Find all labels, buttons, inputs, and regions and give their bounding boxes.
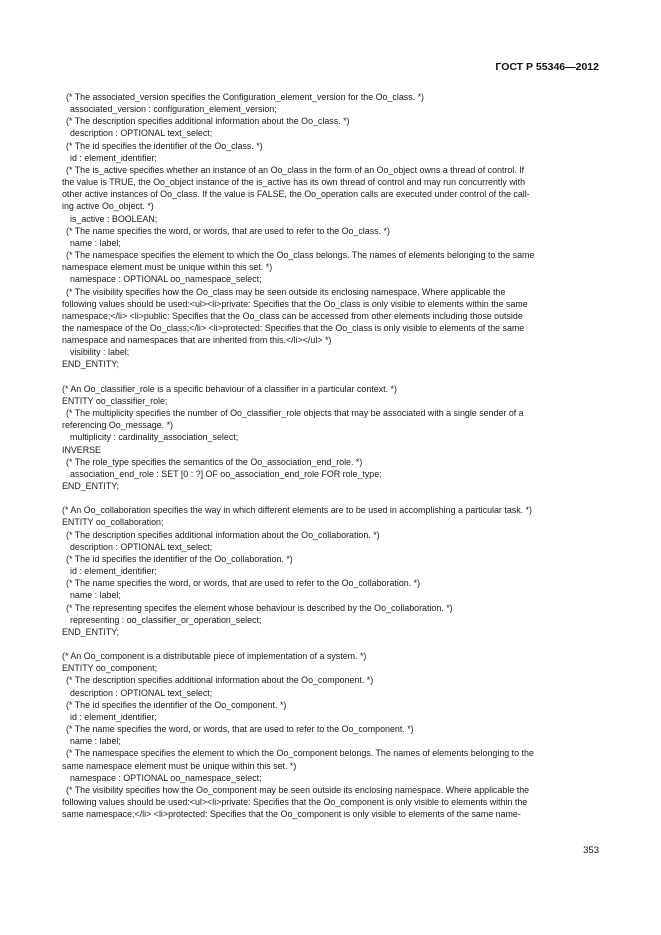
text-line: associated_version : configuration_element_version; [70,104,277,115]
text-line: visibility : label; [70,347,130,358]
text-line: (* The name specifies the word, or words, that are used to refer to the Oo_component. *) [66,724,414,735]
text-line: other active instances of Oo_class. If the value is FALSE, the Oo_operation calls are executed under control of the call- [62,189,530,200]
text-line: referencing Oo_message. *) [62,420,173,431]
text-line: namespace : OPTIONAL oo_namespace_select; [70,274,262,285]
text-line: (* The multiplicity specifies the number of Oo_classifier_role objects that may be associated with a single sender of a [66,408,524,419]
blank-line [62,492,600,504]
text-line: (* The role_type specifies the semantics of the Oo_association_end_role. *) [66,456,363,467]
text-line: description : OPTIONAL text_select; [70,541,213,552]
text-line: (* The name specifies the word, or words, that are used to refer to the Oo_class. *) [66,225,390,236]
text-line: (* The description specifies additional information about the Oo_collaboration. *) [66,529,380,540]
text-line: END_ENTITY; [62,480,120,491]
text-line: name : label; [70,736,121,747]
text-line: INVERSE [62,444,101,455]
text-line: multiplicity : cardinality_association_select; [70,432,239,443]
text-line: (* An Oo_collaboration specifies the way in which different elements are to be used in accomplishing a particular task. *) [62,505,532,516]
document-body [62,91,600,820]
text-line: (* The id specifies the identifier of the Oo_class. *) [66,140,263,151]
text-line: association_end_role : SET [0 : ?] OF oo_association_end_role FOR role_type; [70,468,382,479]
text-line: the value is TRUE, the Oo_object instance of the is_active has its own thread of control and may run concurrently with [62,177,526,188]
text-line: ENTITY oo_collaboration; [62,517,164,528]
text-line: END_ENTITY; [62,626,120,637]
text-line: END_ENTITY; [62,359,120,370]
text-line: id : element_identifier; [70,711,157,722]
blank-line [62,638,600,650]
text-line: is_active : BOOLEAN; [70,213,158,224]
text-line: (* An Oo_classifier_role is a specific behaviour of a classifier in a particular context. *) [62,383,397,394]
text-line: (* The associated_version specifies the Configuration_element_version for the Oo_class. *) [66,92,424,102]
text-line: following values should be used:<ul><li>private: Specifies that the Oo_class is only visible to elements within the same [62,298,528,309]
text-line: ENTITY oo_component; [62,663,158,674]
text-line: (* The description specifies additional information about the Oo_component. *) [66,675,374,686]
text-line: namespace : OPTIONAL oo_namespace_select; [70,772,262,783]
text-line: following values should be used:<ul><li>private: Specifies that the Oo_component is only visible to elements within the [62,797,528,808]
text-line: name : label; [70,590,121,601]
blank-line [62,371,600,383]
standard-code-header: ГОСТ Р 55346—2012 [495,61,599,73]
text-line: same namespace;</li> <li>protected: Specifies that the Oo_component is only visible to elements of the same name- [62,809,521,820]
text-line: namespace element must be unique within this set. *) [62,262,273,273]
text-line: ing active Oo_object. *) [62,201,154,212]
text-line: (* The description specifies additional information about the Oo_class. *) [66,116,350,127]
text-line: description : OPTIONAL text_select; [70,128,213,139]
text-line: name : label; [70,237,121,248]
text-line: (* The is_active specifies whether an instance of an Oo_class in the form of an Oo_object owns a thread of control. If [66,164,525,175]
text-line: (* The visibility specifies how the Oo_component may be seen outside its enclosing namespace. Where applicable the [66,784,530,795]
text-line: id : element_identifier; [70,152,157,163]
text-line: (* The name specifies the word, or words, that are used to refer to the Oo_collaboration. *) [66,578,421,589]
text-line: description : OPTIONAL text_select; [70,687,213,698]
text-line: the namespace of the Oo_class;</li> <li>protected: Specifies that the Oo_class is only visible to elements of the same [62,322,525,333]
page-number: 353 [583,845,599,856]
text-line: id : element_identifier; [70,566,157,577]
text-line: (* The visibility specifies how the Oo_class may be seen outside its enclosing namespace. Where applicable the [66,286,506,297]
text-line: (* The representing specifes the element whose behaviour is described by the Oo_collaboration. *) [66,602,453,613]
text-line: (* The namespace specifies the element to which the Oo_component belongs. The names of elements belonging to the [66,748,534,759]
text-line: (* An Oo_component is a distributable piece of implementation of a system. *) [62,651,367,662]
text-line: namespace;</li> <li>public: Specifies that the Oo_class can be accessed from other elements including those outside [62,310,523,321]
text-line: (* The id specifies the identifier of the Oo_collaboration. *) [66,553,293,564]
text-line: representing : oo_classifier_or_operation_select; [70,614,262,625]
text-line: ENTITY oo_classifier_role; [62,395,168,406]
text-line: (* The namespace specifies the element to which the Oo_class belongs. The names of elements belonging to the same [66,250,535,261]
text-line: same namespace element must be unique within this set. *) [62,760,297,771]
text-line: namespace and namespaces that are inherited from this.</li></ul> *) [62,335,332,346]
text-line: (* The id specifies the identifier of the Oo_component. *) [66,699,287,710]
